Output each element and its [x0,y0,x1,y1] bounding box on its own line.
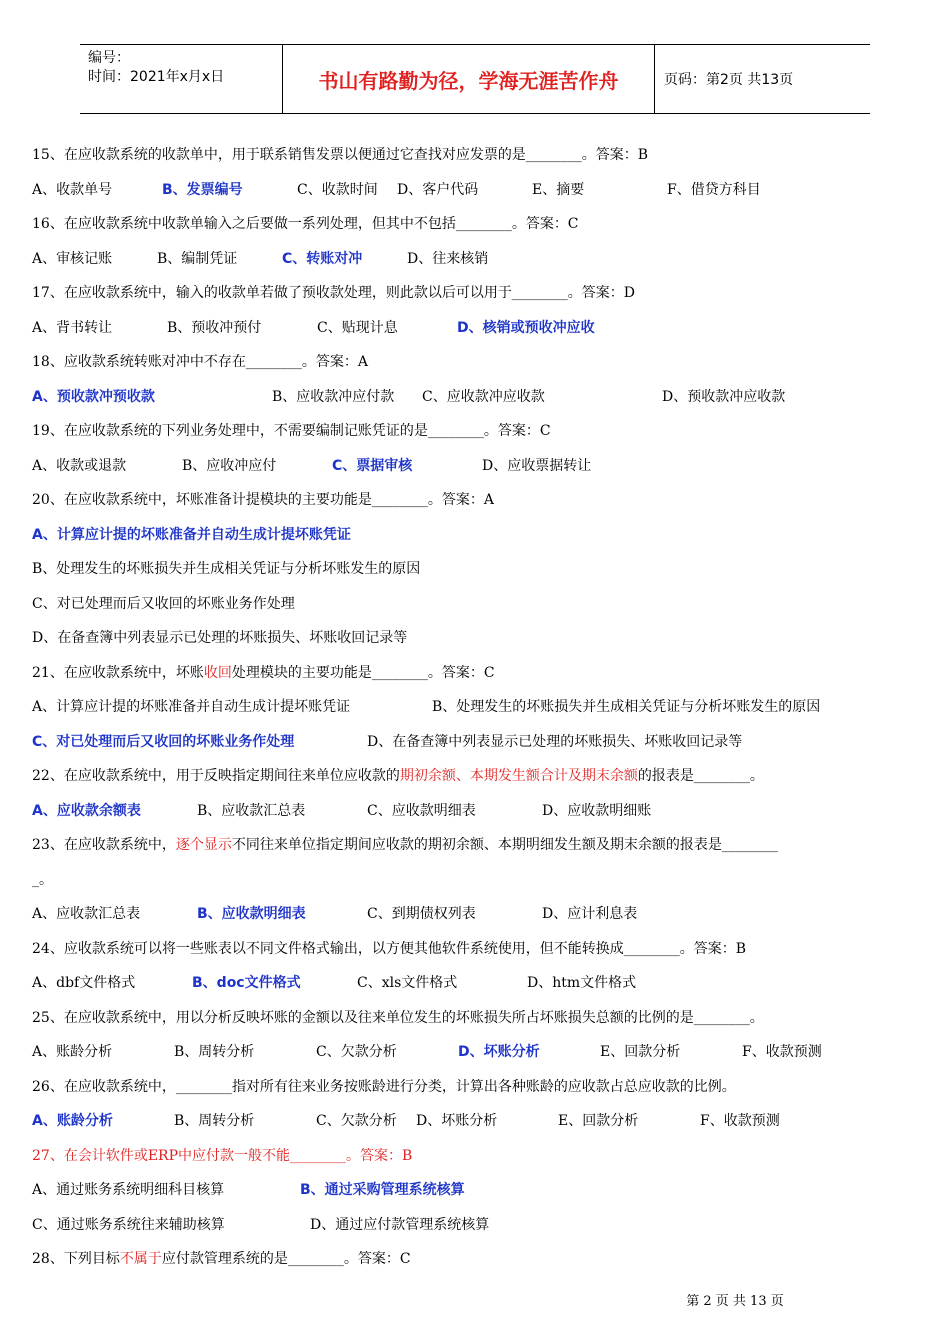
text-line [32,1242,922,1277]
text-line [32,518,922,553]
text-segment: 19、在应收款系统的下列业务处理中，不需要编制记账凭证的是________。答案：C [32,423,551,439]
text-segment: B、发票编号 [162,181,243,198]
text-segment: C、对已处理而后又收回的坏账业务作处理 [32,733,295,750]
text-segment: C、到期债权列表 [367,906,476,922]
text-segment: B、编制凭证 [157,250,238,267]
text-segment: 23、在应收款系统中， [32,837,176,853]
text-segment: 27、在会计软件或ERP中应付款一般不能________。答案：B [32,1147,413,1164]
text-segment: F、收款预测 [742,1044,822,1060]
text-line [32,207,922,242]
text-line [32,483,922,518]
text-segment: 逐个显示 [175,837,232,853]
text-segment: A、通过账务系统明细科目核算 [32,1182,225,1198]
text-segment: C、对已处理而后又收回的坏账业务作处理 [32,595,295,612]
text-line [32,242,922,277]
text-line [32,932,922,967]
text-segment: 15、在应收款系统的收款单中，用于联系销售发票以便通过它查找对应发票的是________。答案：B [32,147,649,163]
text-segment: A、预收款冲预收款 [32,388,155,405]
text-segment: 不同往来单位指定期间应收款的期初余额、本期明细发生额及期末余额的报表是________ [231,837,778,853]
text-segment: D、应计利息表 [542,906,638,922]
page-header [80,44,870,114]
text-line [32,897,922,932]
text-segment: A、应收款余额表 [32,802,141,819]
page-footer: 第 2 页 共 13 页 [686,1294,784,1309]
text-line [32,966,922,1001]
text-segment: _。 [32,871,53,888]
text-segment: D、在备查簿中列表显示已处理的坏账损失、坏账收回记录等 [367,733,743,750]
text-segment: C、xls文件格式 [357,975,458,991]
text-segment: E、摘要 [532,181,585,198]
text-segment: F、收款预测 [700,1113,780,1129]
text-segment: A、收款单号 [32,181,113,198]
text-segment: 收回 [203,664,232,681]
text-segment: D、htm文件格式 [527,975,637,991]
text-line [32,311,922,346]
text-segment: D、通过应付款管理系统核算 [310,1216,490,1233]
text-segment: D、在备查簿中列表显示已处理的坏账损失、坏账收回记录等 [32,630,408,646]
text-segment: A、背书转让 [32,319,113,336]
text-line [32,276,922,311]
text-line [32,621,922,656]
text-line [32,863,922,898]
text-line [32,1070,922,1105]
text-segment: B、应收款冲应付款 [272,388,395,405]
document-body [32,138,922,1277]
text-segment: B、doc文件格式 [192,975,301,991]
text-segment: A、计算应计提的坏账准备并自动生成计提坏账凭证 [32,526,351,543]
text-segment: C、欠款分析 [316,1113,397,1129]
text-line [32,1035,922,1070]
text-segment: B、处理发生的坏账损失并生成相关凭证与分析坏账发生的原因 [432,699,821,715]
text-segment: B、处理发生的坏账损失并生成相关凭证与分析坏账发生的原因 [32,561,421,577]
text-line [32,725,922,760]
text-line [32,656,922,691]
text-segment: C、转账对冲 [282,250,363,267]
text-segment: 25、在应收款系统中，用以分析反映坏账的金额以及往来单位发生的坏账损失所占坏账损失总额的比例的是________。 [32,1009,764,1026]
text-segment: D、坏账分析 [416,1113,498,1129]
text-line [32,759,922,794]
text-segment: A、计算应计提的坏账准备并自动生成计提坏账凭证 [32,699,351,715]
text-segment: B、周转分析 [174,1113,255,1129]
text-segment: B、应收冲应付 [182,457,277,474]
text-line [32,1208,922,1243]
text-segment: C、通过账务系统往来辅助核算 [32,1216,225,1233]
header-page-number: 页码：第2页 共13页 [664,72,794,88]
text-segment: A、应收款汇总表 [32,906,141,922]
text-segment: B、应收款汇总表 [197,802,306,819]
text-segment: A、收款或退款 [32,457,127,474]
header-divider [654,45,655,113]
text-line [32,828,922,863]
text-segment: D、往来核销 [407,250,489,267]
text-line [32,552,922,587]
text-line [32,1173,922,1208]
serial-label: 编号： [88,50,130,66]
text-segment: 16、在应收款系统中收款单输入之后要做一系列处理，但其中不包括________。答案：C [32,216,579,232]
text-line [32,794,922,829]
text-segment: C、应收款明细表 [367,802,476,819]
text-line [32,345,922,380]
text-line [32,1001,922,1036]
text-segment: D、应收票据转让 [482,457,592,474]
text-segment: B、预收冲预付 [167,319,262,336]
header-motto: 书山有路勤为径，学海无涯苦作舟 [318,68,619,93]
text-segment: 24、应收款系统可以将一些账表以不同文件格式输出，以方便其他软件系统使用，但不能转换成________。答案：B [32,940,747,957]
text-segment: A、审核记账 [32,250,113,267]
text-segment: D、预收款冲应收款 [662,388,786,405]
text-segment: A、账龄分析 [32,1113,113,1129]
text-segment: 21、在应收款系统中，坏账 [32,664,204,681]
text-line [32,1104,922,1139]
text-segment: 17、在应收款系统中，输入的收款单若做了预收款处理，则此款以后可以用于________。答案：D [32,285,636,301]
text-segment: C、贴现计息 [317,319,398,336]
text-line [32,138,922,173]
text-segment: 28、下列目标 [32,1251,120,1267]
text-segment: 18、应收款系统转账对冲中不存在________。答案：A [32,354,368,370]
text-segment: 22、在应收款系统中，用于反映指定期间往来单位应收款的 [32,768,400,784]
text-segment: D、客户代码 [397,181,479,198]
text-segment: F、借贷方科目 [667,181,761,198]
text-line [32,380,922,415]
text-segment: C、应收款冲应收款 [422,388,545,405]
text-line [32,690,922,725]
text-line [32,587,922,622]
text-segment: 处理模块的主要功能是________。答案：C [231,664,495,681]
text-segment: 不属于 [119,1251,162,1267]
text-segment: 20、在应收款系统中，坏账准备计提模块的主要功能是________。答案：A [32,492,494,508]
text-segment: D、应收款明细账 [542,802,652,819]
text-segment: C、收款时间 [297,181,378,198]
header-info [88,49,284,87]
text-segment: A、账龄分析 [32,1044,113,1060]
text-segment: C、欠款分析 [316,1044,397,1060]
text-segment: C、票据审核 [332,457,413,474]
text-segment: 应付款管理系统的是________。答案：C [161,1251,411,1267]
text-segment: B、通过采购管理系统核算 [300,1182,465,1198]
text-segment: D、坏账分析 [458,1044,540,1060]
text-segment: E、回款分析 [600,1044,681,1060]
text-line [32,414,922,449]
text-segment: 期初余额、本期发生额合计及期末余额 [399,768,638,784]
text-segment: D、核销或预收冲应收 [457,319,595,336]
text-segment: E、回款分析 [558,1113,639,1129]
text-segment: A、dbf文件格式 [32,975,136,991]
text-line [32,449,922,484]
text-segment: 的报表是________。 [637,768,764,784]
text-line [32,1139,922,1174]
time-label: 时间：2021年x月x日 [88,69,225,85]
text-segment: 26、在应收款系统中，________指对所有往来业务按账龄进行分类，计算出各种账龄的应收款占总应收款的比例。 [32,1078,736,1095]
text-segment: B、应收款明细表 [197,906,306,922]
text-segment: B、周转分析 [174,1044,255,1060]
text-line [32,173,922,208]
